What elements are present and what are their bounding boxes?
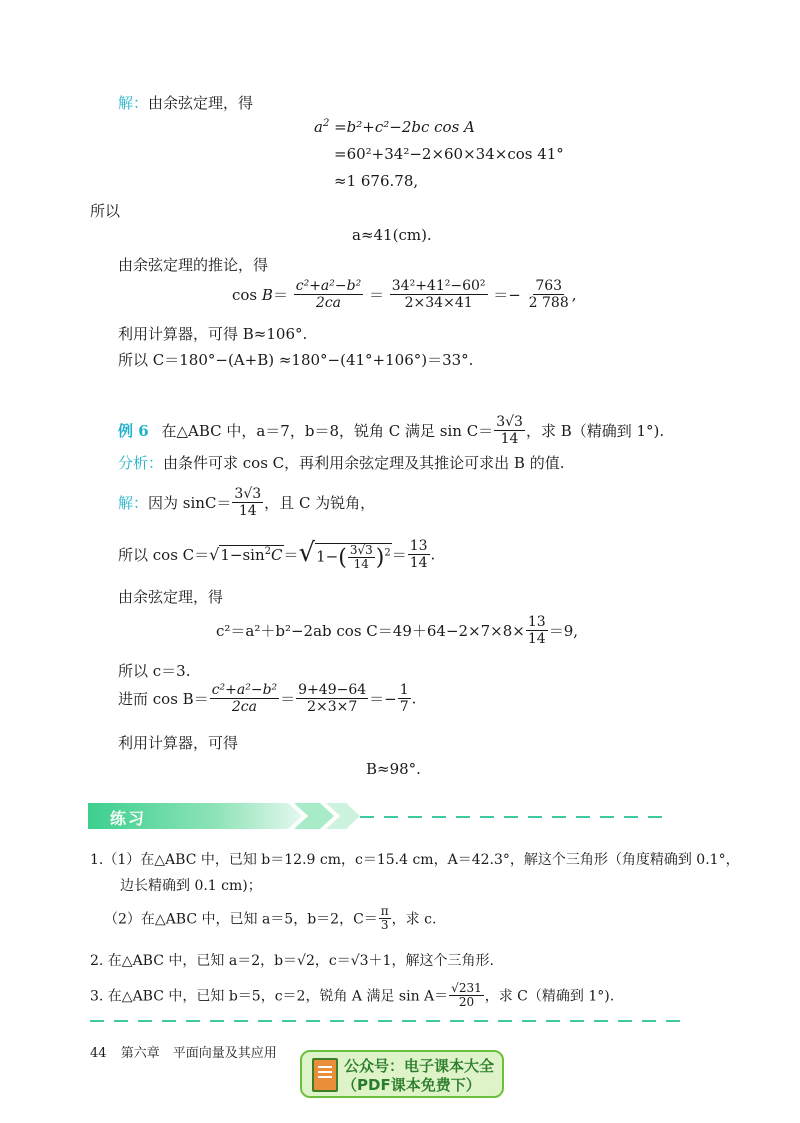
- example6-label: 例 6: [118, 422, 149, 440]
- tuilun-text: 由余弦定理的推论，得: [118, 256, 269, 274]
- c-result: 所以 c＝3.: [118, 662, 191, 680]
- jie-label-2: 解：: [118, 494, 149, 512]
- cosB2-equation: 进而 cos B＝ $\frac{\text{c²+a²−b²}}{2ca}$ ＝ $\frac{9+49-64}{2\times 3\times 7}$ ＝− $\frac{1}{7}$ .: [118, 682, 417, 715]
- question-1-2: [104, 905, 436, 932]
- sol-a-text: 因为 sinC＝: [148, 494, 232, 512]
- sqrt-expr-1: $√1-\sin^2C$: [209, 545, 283, 564]
- c2-text: c²＝a²＋b²−2ab cos C＝49＋64−2×7×8×: [216, 622, 525, 640]
- calc-line: 利用计算器，可得 B≈106°.: [118, 325, 308, 343]
- practice-title: 练习: [110, 809, 147, 828]
- cosB2-frac-3: $\frac{1}{7}$: [399, 682, 409, 715]
- eq1-text: =b²+c²−2bc cos A: [334, 118, 475, 136]
- calc-line-2: 利用计算器，可得: [118, 734, 239, 752]
- sinA-frac: $\frac{√231}{20}$: [451, 981, 482, 1009]
- solution-intro-text: 由余弦定理，得: [148, 94, 254, 112]
- cosB2-frac-1: $\frac{\text{c²+a²−b²}}{2ca}$: [211, 682, 278, 715]
- chapter-title: 第六章 平面向量及其应用: [120, 1046, 277, 1061]
- example6-text-a: 在△ABC 中，a＝7，b＝8，锐角 C 满足 sin C＝: [161, 422, 494, 440]
- banner-dash-line: [360, 816, 672, 818]
- cosB-frac-3: $\frac{763}{2 788}$: [528, 278, 569, 311]
- example6-statement: [118, 414, 664, 447]
- eq-a2: $a^2$: [314, 118, 330, 136]
- cosB-frac-2: $\frac{\text{34²+41²−60²}}{2\times 34\times 41}$: [391, 278, 486, 311]
- a-result: a≈41(cm).: [352, 226, 432, 244]
- cosB-frac-1: $\frac{\text{c²+a²−b²}}{2ca}$: [295, 278, 362, 311]
- analysis-label: 分析：: [118, 454, 164, 472]
- analysis-line: [118, 452, 565, 473]
- watermark-line-2: （PDF课本免费下）: [342, 1076, 481, 1094]
- watermark-badge: [300, 1050, 504, 1098]
- pi-frac: $\frac{\pi}{3}$: [380, 904, 389, 932]
- solution-intro: [118, 92, 253, 113]
- practice-banner: [88, 803, 388, 829]
- sol-b-text: ，且 C 为锐角，: [264, 494, 376, 512]
- bottom-dash-line: [90, 1020, 690, 1022]
- q3a-text: 3. 在△ABC 中，已知 b＝5，c＝2，锐角 A 满足 sin A＝: [90, 988, 449, 1005]
- q1-2a-text: （2）在△ABC 中，已知 a＝5，b＝2，C＝: [104, 911, 378, 928]
- cosC-equation: 所以 $\cos C=√1-\sin^2C=√1-$( $\frac{3√3}{14}$ )$^2$＝ $\frac{13}{14}$ .: [118, 538, 436, 571]
- c2-equation: [216, 614, 578, 647]
- jie-label: 解：: [118, 94, 149, 112]
- eq-line-3: ≈1 676.78,: [334, 172, 419, 190]
- final-line: 所以 C＝180°−(A+B) ≈180°−(41°+106°)＝33°.: [118, 351, 474, 369]
- sqrt-expr-2: √1−( $\frac{3√3}{14}$ )$^2$: [298, 538, 391, 571]
- law-intro: 由余弦定理，得: [118, 588, 224, 606]
- eq-line-2: =60²+34²−2×60×34×cos 41°: [334, 145, 564, 163]
- question-2: 2. 在△ABC 中，已知 a＝2，b＝√2，c＝√3＋1，解这个三角形.: [90, 953, 494, 969]
- eq-line-1: [314, 118, 475, 136]
- q1-2b-text: ，求 c.: [391, 911, 437, 928]
- B-result: B≈98°.: [366, 760, 421, 778]
- page-number: 44: [90, 1046, 107, 1061]
- cosB-equation: cos B＝ $\frac{\text{c²+a²−b²}}{2ca}$ ＝ $\frac{\text{34²+41²−60²}}{2\times 34\times 41}$ ＝− $\frac{763}{2 788}$ ,: [232, 278, 577, 311]
- book-icon: [312, 1058, 338, 1092]
- c2-tail: ＝9,: [548, 622, 579, 640]
- analysis-text: 由条件可求 cos C，再利用余弦定理及其推论可求出 B 的值.: [163, 454, 565, 472]
- sinC-frac: $\frac{3√3}{14}$: [496, 414, 523, 447]
- question-3: [90, 982, 614, 1009]
- watermark-line-1: 公众号：电子课本大全: [344, 1057, 495, 1075]
- c2-frac: $\frac{13}{14}$: [527, 614, 546, 647]
- suoyi-text: 所以: [90, 202, 121, 220]
- cosB2-frac-2: $\frac{9+49-64}{2\times 3\times 7}$: [298, 682, 367, 715]
- cosC-prefix: 所以 cos C＝: [118, 546, 210, 564]
- q3b-text: ，求 C（精确到 1°).: [484, 988, 615, 1005]
- question-1-1b: 边长精确到 0.1 cm)；: [120, 878, 262, 894]
- page-footer: [90, 1042, 277, 1061]
- example6-solution-intro: [118, 486, 375, 519]
- question-1-1a: 1.（1）在△ABC 中，已知 b＝12.9 cm，c＝15.4 cm，A＝42.3°，解这个三角形（角度精确到 0.1°，: [90, 852, 740, 868]
- cosB2-prefix: 进而 cos B＝: [118, 690, 209, 708]
- cosC-result-frac: $\frac{13}{14}$: [409, 538, 428, 571]
- example6-text-b: ，求 B（精确到 1°).: [525, 422, 665, 440]
- sinC-frac-2: $\frac{3√3}{14}$: [234, 486, 262, 519]
